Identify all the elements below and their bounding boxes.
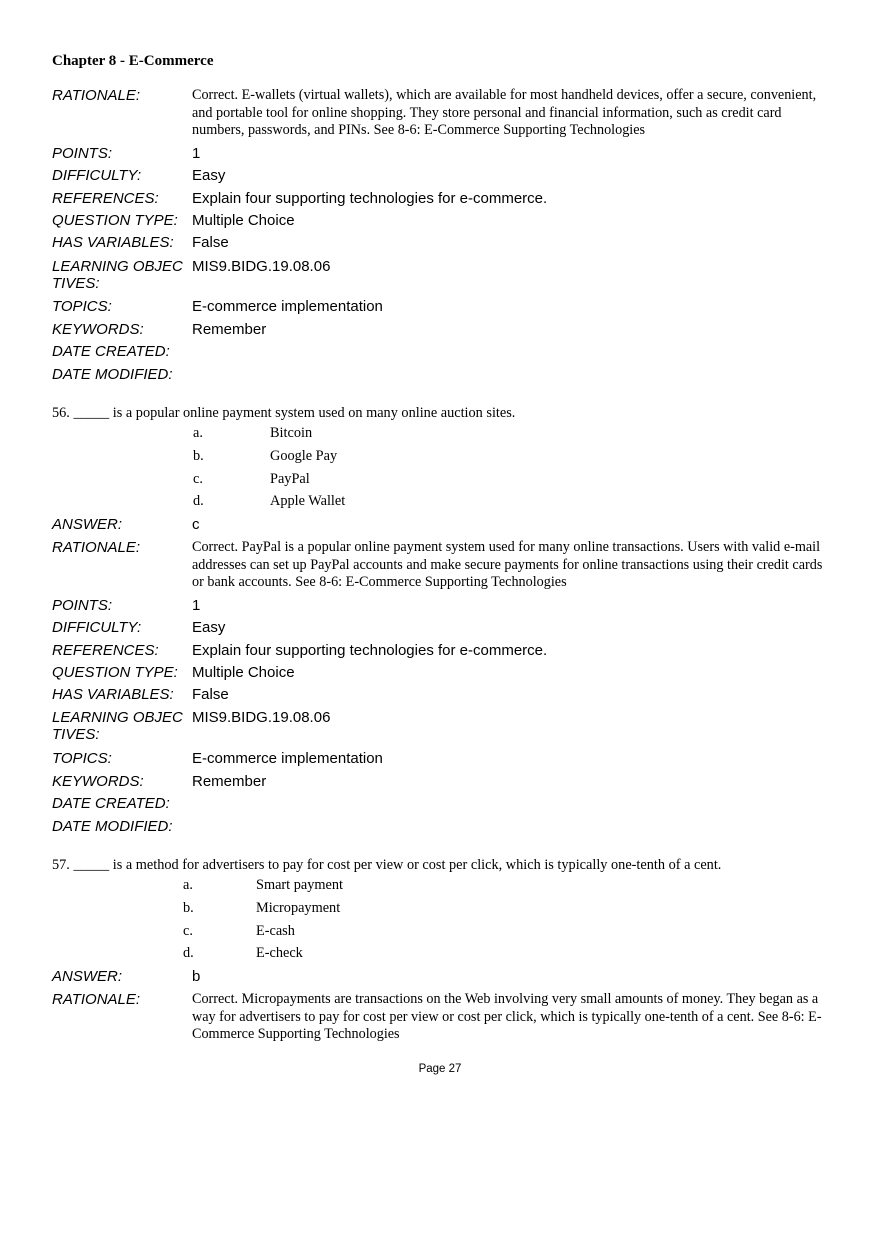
q56-option-c-letter: c.: [193, 471, 203, 487]
q56-option-a-letter: a.: [193, 425, 203, 441]
topics-label: TOPICS:: [52, 298, 112, 315]
q57-question-text: 57. _____ is a method for advertisers to pay for cost per view or cost per click, which is typically one-tenth of a cent.: [52, 857, 722, 873]
q56-difficulty: Easy: [192, 619, 226, 636]
q57-option-c-text: E-cash: [256, 923, 295, 939]
rationale-label: RATIONALE:: [52, 991, 141, 1008]
keywords-label: KEYWORDS:: [52, 321, 144, 338]
answer-label: ANSWER:: [52, 968, 123, 985]
q57-option-b-text: Micropayment: [256, 900, 341, 916]
q56-question-text: 56. _____ is a popular online payment system used on many online auction sites.: [52, 405, 516, 421]
q56-has-variables: False: [192, 686, 229, 703]
rationale-label: RATIONALE:: [52, 539, 141, 556]
points-label: POINTS:: [52, 597, 113, 614]
references-label: REFERENCES:: [52, 190, 159, 207]
q56-option-d-text: Apple Wallet: [270, 493, 346, 509]
keywords-label: KEYWORDS:: [52, 773, 144, 790]
difficulty-label: DIFFICULTY:: [52, 619, 142, 636]
q55-keywords: Remember: [192, 321, 267, 338]
q56-option-b-letter: b.: [193, 448, 204, 464]
q56-question-type: Multiple Choice: [192, 664, 295, 681]
q56-option-d-letter: d.: [193, 493, 204, 509]
q57-option-a-text: Smart payment: [256, 877, 343, 893]
difficulty-label: DIFFICULTY:: [52, 167, 142, 184]
page-number: Page 27: [418, 1063, 462, 1075]
q56-keywords: Remember: [192, 773, 267, 790]
q55-topics: E-commerce implementation: [192, 298, 383, 315]
answer-label: ANSWER:: [52, 516, 123, 533]
topics-label: TOPICS:: [52, 750, 112, 767]
chapter-heading: Chapter 8 - E-Commerce: [52, 53, 214, 69]
references-label: REFERENCES:: [52, 642, 159, 659]
question-type-label: QUESTION TYPE:: [52, 212, 178, 229]
q56-rationale: Correct. PayPal is a popular online payment system used for many online transactions. Users with valid e-mail addresses can set up PayPal accounts and make secure payments for online transactions using their credit cards or bank accounts. See 8-6: E-Commerce Supporting Technologies: [192, 539, 823, 591]
question-type-label: QUESTION TYPE:: [52, 664, 178, 681]
q55-references: Explain four supporting technologies for e-commerce.: [192, 190, 548, 207]
q57-rationale: Correct. Micropayments are transactions on the Web involving very small amounts of money. They began as a way for advertisers to pay for cost per view or cost per click, which is typically one-tenth of a cent. See 8-6: E-Commerce Supporting Technologies: [192, 991, 822, 1043]
q55-rationale-row: [52, 87, 842, 141]
q55-learning-objectives: MIS9.BIDG.19.08.06: [192, 258, 331, 275]
q55-question-type: Multiple Choice: [192, 212, 295, 229]
date-modified-label: DATE MODIFIED:: [52, 818, 173, 835]
q56-topics: E-commerce implementation: [192, 750, 383, 767]
date-created-label: DATE CREATED:: [52, 795, 170, 812]
learning-objectives-label: LEARNING OBJEC TIVES:: [52, 258, 183, 292]
date-created-label: DATE CREATED:: [52, 343, 170, 360]
has-variables-label: HAS VARIABLES:: [52, 234, 174, 251]
q57-option-d-text: E-check: [256, 945, 303, 961]
q56-references: Explain four supporting technologies for e-commerce.: [192, 642, 548, 659]
q56-learning-objectives: MIS9.BIDG.19.08.06: [192, 709, 331, 726]
q57-answer: b: [192, 968, 201, 985]
learning-objectives-label: LEARNING OBJEC TIVES:: [52, 709, 183, 743]
date-modified-label: DATE MODIFIED:: [52, 366, 173, 383]
q56-points: 1: [192, 597, 201, 614]
points-label: POINTS:: [52, 145, 113, 162]
q56-option-b-text: Google Pay: [270, 448, 338, 464]
rationale-label: RATIONALE:: [52, 87, 141, 104]
q56-option-a-text: Bitcoin: [270, 425, 313, 441]
q55-has-variables: False: [192, 234, 229, 251]
q56-option-c-text: PayPal: [270, 471, 310, 487]
q56-answer: c: [192, 516, 200, 533]
q57-rationale-row: [52, 991, 842, 1045]
q57-option-a-letter: a.: [183, 877, 193, 893]
q57-option-d-letter: d.: [183, 945, 194, 961]
q57-option-c-letter: c.: [183, 923, 193, 939]
q55-points: 1: [192, 145, 201, 162]
q55-rationale: Correct. E-wallets (virtual wallets), which are available for most handheld devices, offer a secure, convenient, and portable tool for online shopping. They store personal and financial information, such as credit card numbers, passwords, and PINs. See 8-6: E-Commerce Supporting Technologies: [192, 87, 817, 139]
q57-option-b-letter: b.: [183, 900, 194, 916]
q56-rationale-row: [52, 539, 842, 593]
has-variables-label: HAS VARIABLES:: [52, 686, 174, 703]
q55-difficulty: Easy: [192, 167, 226, 184]
